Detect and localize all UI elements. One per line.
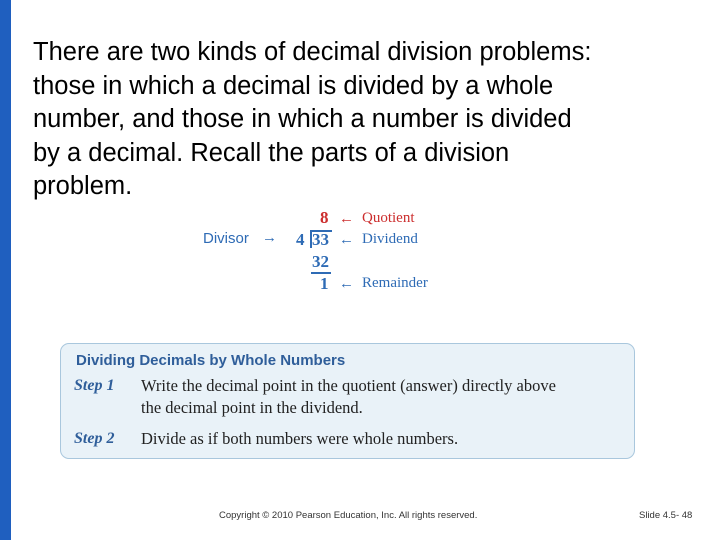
intro-line: those in which a decimal is divided by a whole	[33, 71, 554, 100]
intro-line: There are two kinds of decimal division problems:	[33, 38, 592, 66]
quotient-label: Quotient	[362, 210, 415, 226]
remainder-label: Remainder	[362, 275, 428, 291]
rule-box-title: Dividing Decimals by Whole Numbers	[76, 352, 346, 369]
step-1-text-line: Write the decimal point in the quotient (answer) directly above	[141, 376, 556, 395]
dividend-arrow-icon: ←	[339, 231, 354, 248]
remainder-number: 1	[320, 274, 329, 293]
intro-paragraph	[33, 36, 683, 204]
intro-line: problem.	[33, 172, 133, 200]
product-number: 32	[312, 252, 329, 271]
intro-line: number, and those in which a number is divided	[33, 105, 572, 133]
intro-line: by a decimal. Recall the parts of a division	[33, 138, 510, 167]
quotient-arrow-icon: ←	[339, 210, 354, 227]
divisor-arrow-icon: →	[262, 229, 277, 246]
dividend-number: 33	[312, 230, 329, 249]
rule-box	[60, 343, 635, 459]
step-1-text-line: the decimal point in the dividend.	[141, 398, 363, 417]
division-diagram	[200, 205, 460, 300]
copyright-notice: Copyright © 2010 Pearson Education, Inc. All rights reserved.	[219, 510, 478, 521]
step-1-label: Step 1	[74, 377, 115, 394]
left-accent-bar	[0, 0, 11, 540]
slide-number: Slide 4.5- 48	[639, 510, 693, 521]
step-2-label: Step 2	[74, 430, 115, 447]
divisor-label: Divisor	[203, 230, 249, 247]
dividend-label: Dividend	[362, 231, 418, 247]
remainder-arrow-icon: ←	[339, 275, 354, 292]
step-2-text-line: Divide as if both numbers were whole numbers.	[141, 429, 459, 448]
quotient-number: 8	[320, 208, 329, 227]
divisor-number: 4	[296, 230, 305, 249]
